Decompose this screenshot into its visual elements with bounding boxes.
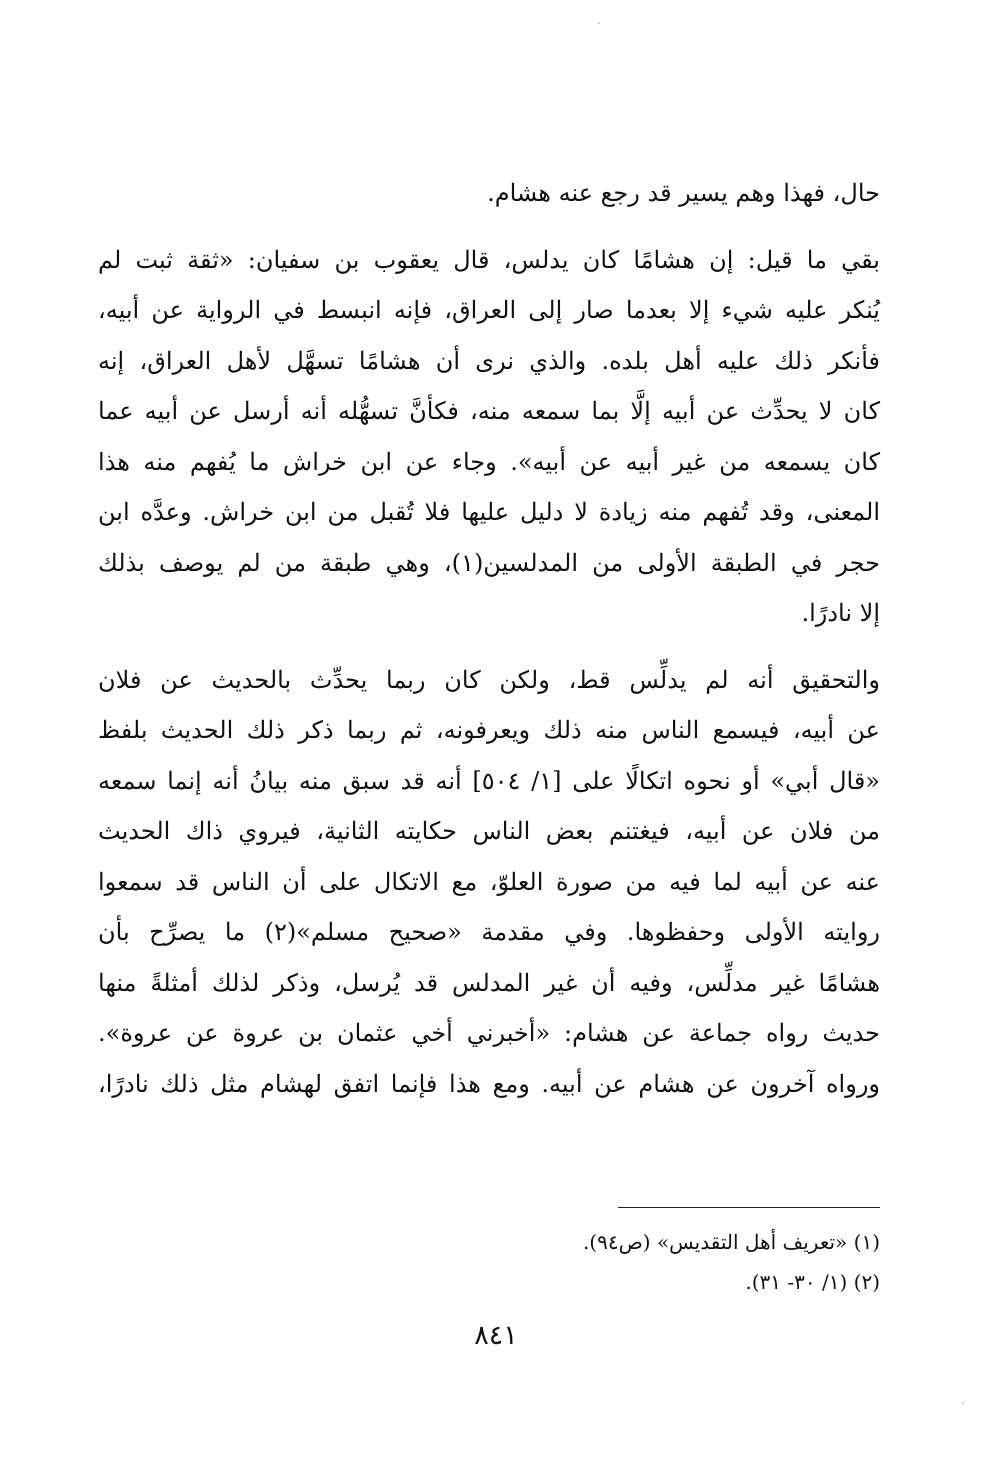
footnote-divider	[618, 1207, 880, 1208]
text-line: حال، فهذا وهم يسير قد رجع عنه هشام.	[487, 179, 880, 207]
text-line: حجر في الطبقة الأولى من المدلسين(١)، وهي طبقة من لم يوصف بذلك	[98, 548, 881, 577]
text-line: من فلان عن أبيه، فيغتنم بعض الناس حكايته الثانية، فيروي ذاك الحديث	[98, 817, 880, 845]
text-line: المعنى، وقد تُفهم منه زيادة لا دليل عليها فلا تُقبل من ابن خراش. وعدَّه ابن	[98, 498, 880, 526]
footnotes	[380, 1222, 880, 1302]
text-line: حديث رواه جماعة عن هشام: «أخبرني أخي عثمان بن عروة عن عروة».	[98, 1019, 881, 1047]
text-line: فأنكر ذلك عليه أهل بلده. والذي نرى أن هشامًا تسهَّل لأهل العراق، إنه	[98, 346, 880, 375]
text-line: كان يسمعه من غير أبيه عن أبيه». وجاء عن ابن خراش ما يُفهم منه هذا	[98, 447, 880, 476]
footnote-1: (١) «تعريف أهل التقديس» (ص٩٤).	[582, 1230, 880, 1254]
text-line: «قال أبي» أو نحوه اتكالًا على [١/ ٥٠٤] أنه قد سبق منه بيانُ أنه إنما سمعه	[98, 766, 880, 795]
footnote-2: (٢) (١/ ٣٠- ٣١).	[745, 1270, 880, 1294]
scan-speck	[598, 22, 600, 24]
text-line: هشامًا غير مدلِّس، وفيه أن غير المدلس قد يُرسل، وذكر لذلك أمثلةً منها	[98, 968, 880, 997]
scan-speck	[962, 1402, 964, 1404]
text-line: والتحقيق أنه لم يدلِّس قط، ولكن كان ربما يحدِّث بالحديث عن فلان	[98, 665, 880, 694]
page-number: ٨٤١	[474, 1320, 518, 1351]
text-line: عنه عن أبيه لما فيه من صورة العلوّ، مع الاتكال على أن الناس قد سمعوا	[98, 867, 880, 896]
text-line: يُنكر عليه شيء إلا بعدما صار إلى العراق، فإنه انبسط في الرواية عن أبيه،	[98, 296, 880, 324]
text-line: روايته الأولى وحفظوها. وفي مقدمة «صحيح مسلم»(٢) ما يصرِّح بأن	[98, 918, 880, 946]
text-line: كان لا يحدِّث عن أبيه إلَّا بما سمعه منه، فكأنَّ تسهُّله أنه أرسل عن أبيه عما	[98, 397, 880, 425]
paragraph-3	[98, 655, 880, 1110]
paragraph-2	[98, 235, 880, 639]
text-line: ورواه آخرون عن هشام عن أبيه. ومع هذا فإنما اتفق لهشام مثل ذلك نادرًا،	[98, 1069, 880, 1098]
paragraph-1	[98, 168, 880, 219]
text-line: بقي ما قيل: إن هشامًا كان يدلس، قال يعقوب بن سفيان: «ثقة ثبت لم	[98, 245, 880, 274]
main-text	[98, 168, 880, 1109]
text-line: إلا نادرًا.	[801, 599, 880, 627]
text-line: عن أبيه، فيسمع الناس منه ذلك ويعرفونه، ثم ربما ذكر ذلك الحديث بلفظ	[98, 716, 880, 744]
